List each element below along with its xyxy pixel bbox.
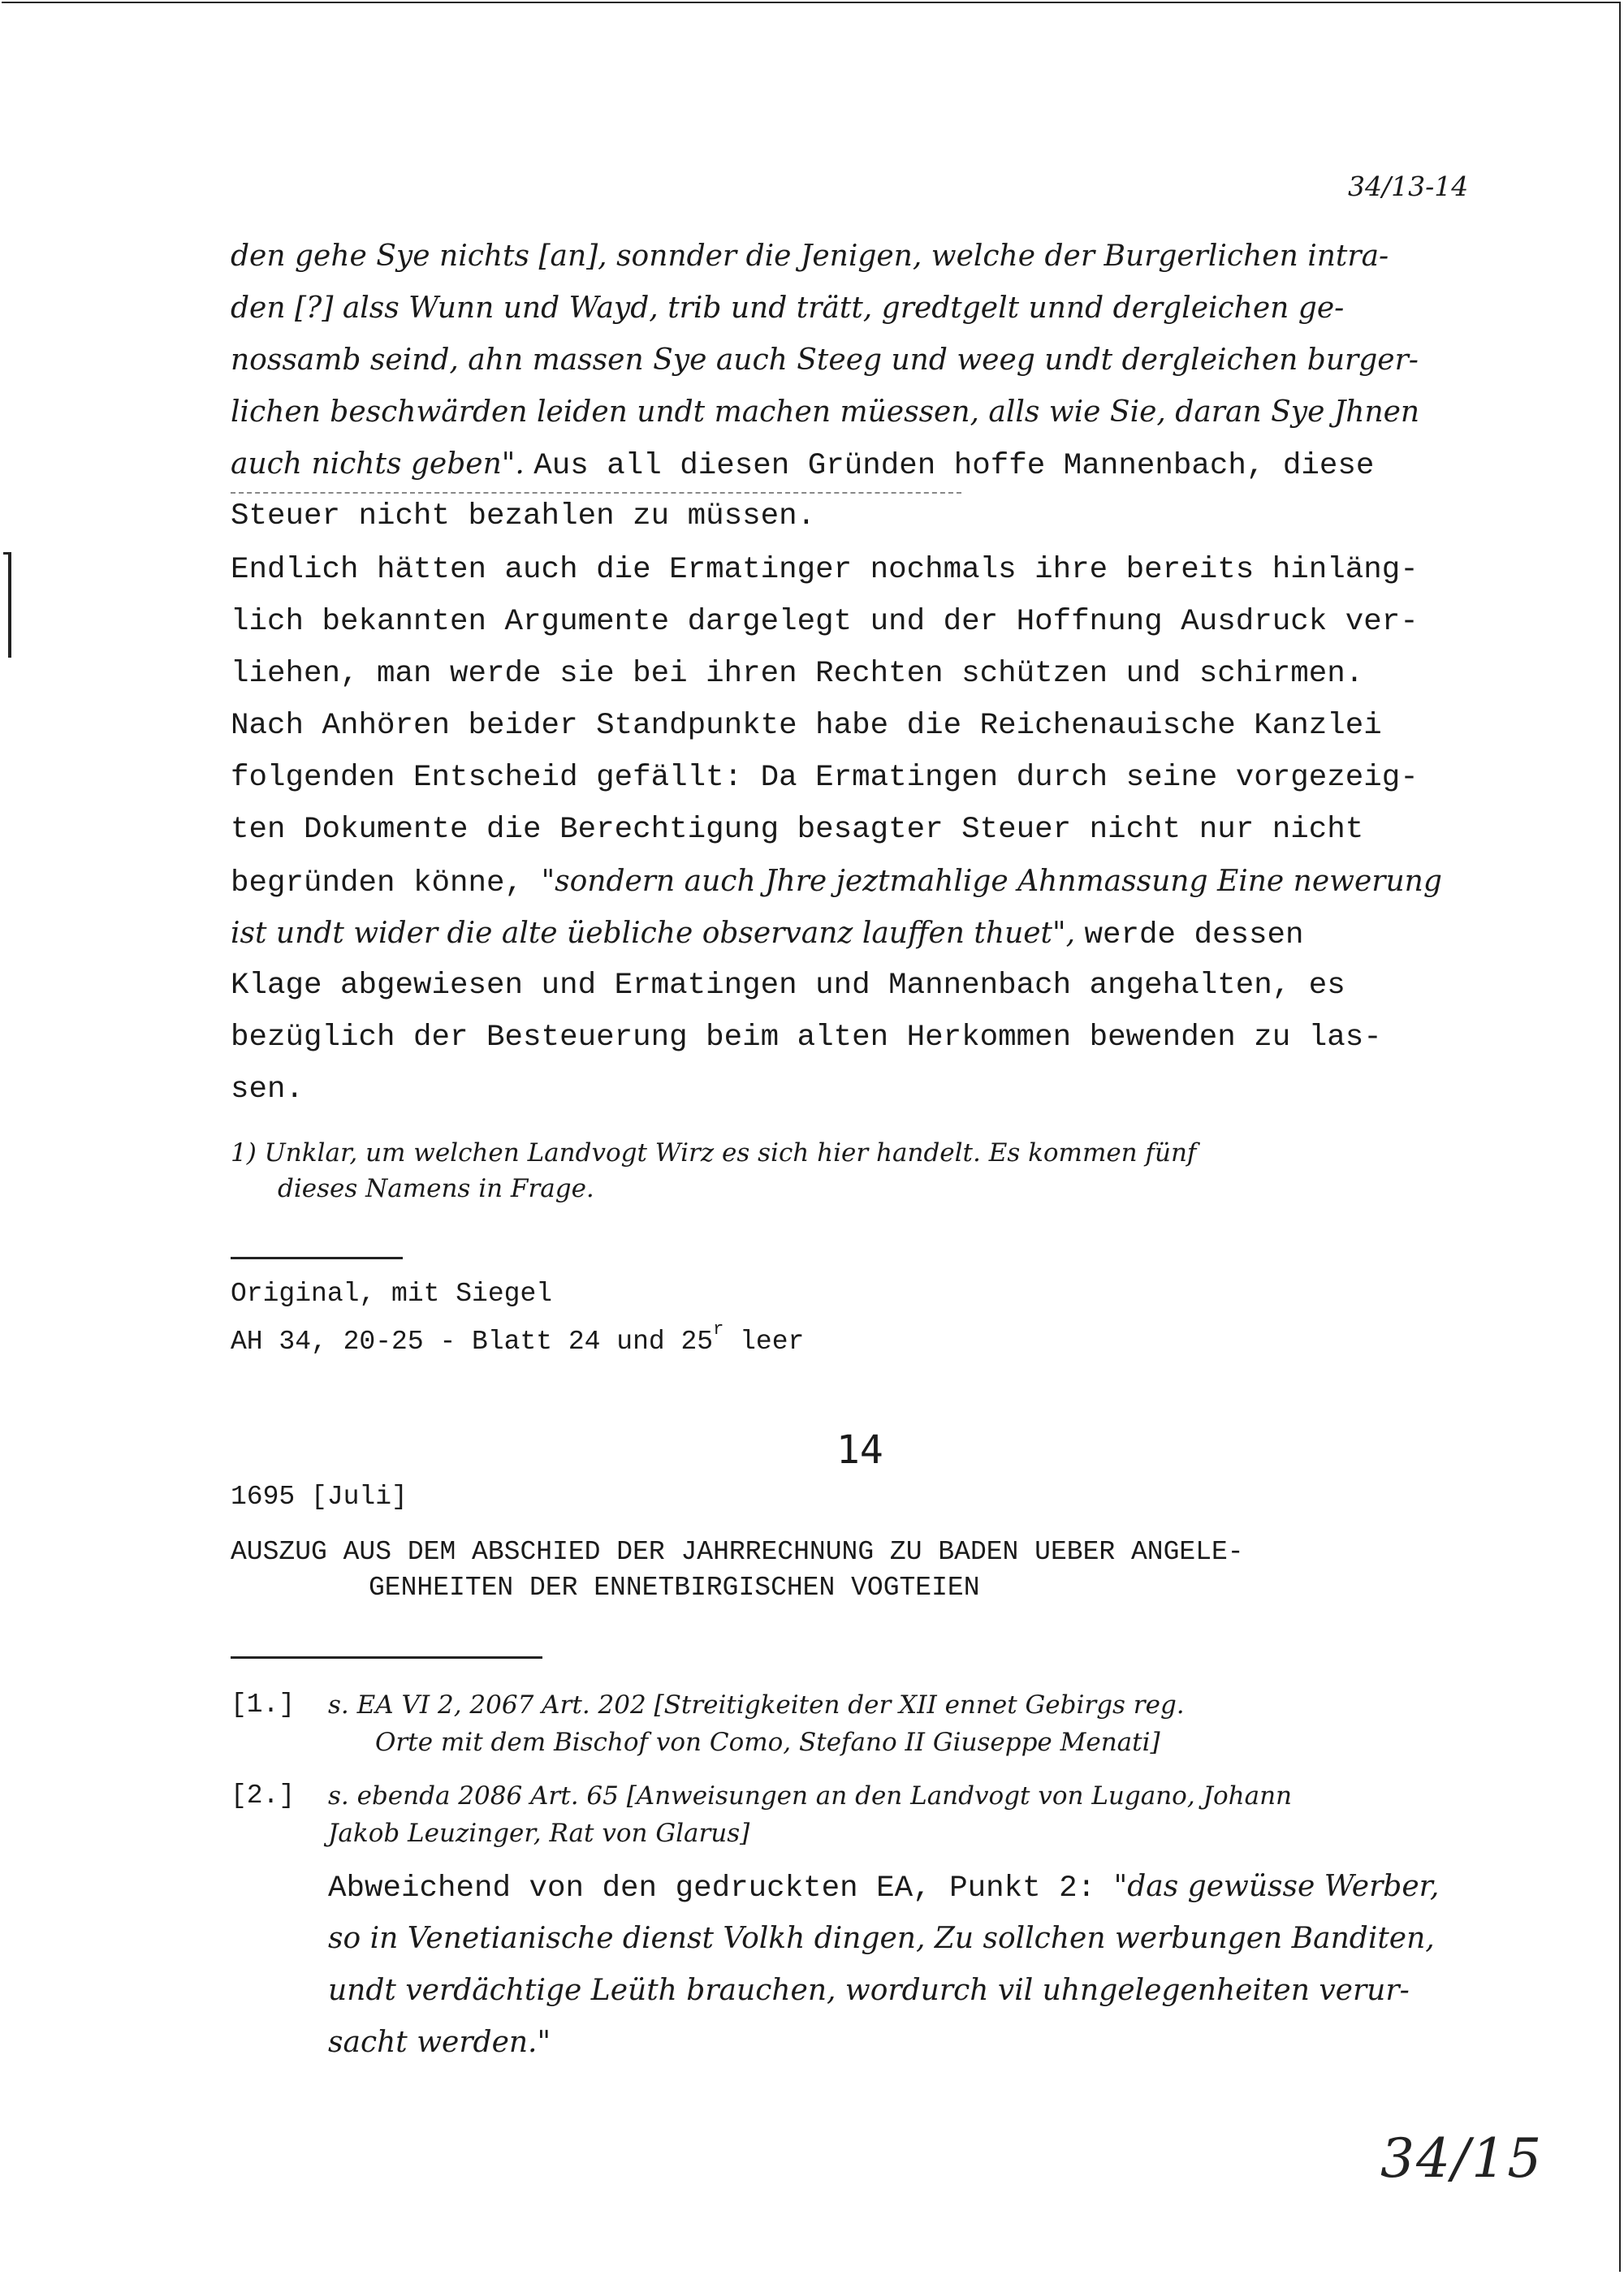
paragraph-2-line-7-segment: begründen könne, [231,866,542,900]
source-ref: AH 34, 20-25 - Blatt 24 und 25 [231,1327,714,1357]
source-superscript: r [713,1319,724,1340]
paragraph-1-line-1 [231,231,1389,284]
paragraph-2-line-11 [231,1064,304,1116]
paragraph-2-line-8-segment: werde dessen [1084,918,1304,952]
deviation-line-3-segment: undt verdächtige Leüth brauchen, wordurch vil uhngelegenheiten verur- [328,1974,1410,2007]
deviation-line-4 [328,2017,551,2070]
deviation-line-1-segment: "das gewüsse Werber, [1113,1870,1440,1903]
margin-mark-tick [3,552,11,555]
document-title-line-1: AUSZUG AUS DEM ABSCHIED DER JAHRRECHNUNG ZU BADEN UEBER ANGELE- [231,1537,1244,1567]
title-separator-rule [231,1656,542,1659]
document-date: 1695 [Juli] [231,1482,408,1512]
deviation-line-3 [328,1965,1410,2018]
paragraph-1-line-5-segment: auch nichts geben". [231,447,534,481]
paragraph-2-line-1 [231,544,1419,596]
paragraph-1-line-2-segment: den [?] alss Wunn und Wayd, trib und trätt, gredtgelt unnd dergleichen ge- [231,291,1345,325]
deviation-line-4-segment: sacht werden." [328,2026,551,2059]
document-number: 14 [836,1427,883,1473]
paragraph-1-line-6-segment: Steuer nicht bezahlen zu müssen. [231,499,816,533]
deviation-line-2-segment: so in Venetianische dienst Volkh dingen, Zu sollchen werbungen Banditen, [328,1922,1435,1955]
paragraph-1-line-5-segment: Aus all diesen Gründen hoffe Mannenbach, diese [533,449,1375,483]
deviation-line-1-segment: Abweichend von den gedruckten EA, Punkt 2: [328,1871,1114,1906]
source-line-1: Original, mit Siegel [231,1279,553,1309]
paragraph-1-line-3 [231,335,1419,388]
paragraph-2-line-10 [231,1012,1382,1064]
paragraph-1-line-3-segment: nossamb seind, ahn massen Sye auch Steeg und weeg undt dergleichen burger- [231,343,1419,377]
paragraph-2-line-9-segment: Klage abgewiesen und Ermatingen und Mannenbach angehalten, es [231,969,1345,1003]
item-1-label: [1.] [231,1690,296,1720]
paragraph-2-line-7-segment: "sondern auch Jhre jeztmahlige Ahnmassung Eine newerung [541,865,1442,898]
paragraph-2-line-4 [231,700,1382,752]
source-line-2 [231,1312,804,1360]
margin-mark [8,552,11,658]
paragraph-2-line-3 [231,648,1363,700]
pencil-scratch [231,492,961,494]
item-2-line-2: Jakob Leuzinger, Rat von Glarus] [328,1819,750,1848]
paragraph-1-line-2 [231,283,1344,336]
paragraph-2-line-6 [231,804,1363,856]
page-number: 34/13-14 [1348,171,1469,202]
paragraph-2-line-1-segment: Endlich hätten auch die Ermatinger nochmals ihre bereits hinläng- [231,553,1419,587]
document-title-line-2: GENHEITEN DER ENNETBIRGISCHEN VOGTEIEN [369,1573,980,1603]
paragraph-2-line-7 [231,856,1442,909]
footnote-line-2: dieses Namens in Frage. [278,1174,594,1203]
deviation-line-2 [328,1913,1435,1966]
footnote-line-1: 1) Unklar, um welchen Landvogt Wirz es sich hier handelt. Es kommen fünf [231,1138,1197,1168]
paragraph-2-line-2-segment: lich bekannten Argumente dargelegt und der Hoffnung Ausdruck ver- [231,605,1419,639]
paragraph-2-line-10-segment: bezüglich der Besteuerung beim alten Herkommen bewenden zu las- [231,1021,1382,1055]
deviation-line-1 [328,1861,1439,1915]
paragraph-1-line-4 [231,386,1419,440]
item-2-label: [2.] [231,1781,296,1811]
paragraph-2-line-6-segment: ten Dokumente die Berechtigung besagter Steuer nicht nur nicht [231,813,1364,847]
separator-rule [231,1257,403,1259]
paragraph-2-line-4-segment: Nach Anhören beider Standpunkte habe die Reichenauische Kanzlei [231,709,1382,743]
source-ref-end: leer [723,1327,805,1357]
paragraph-2-line-8 [231,908,1304,961]
paragraph-2-line-9 [231,960,1345,1012]
paragraph-1-line-4-segment: lichen beschwärden leiden undt machen müessen, alls wie Sie, daran Sye Jhnen [231,395,1420,429]
paragraph-2-line-5 [231,752,1419,804]
item-1-line-2: Orte mit dem Bischof von Como, Stefano II Giuseppe Menati] [375,1728,1160,1757]
item-2-line-1: s. ebenda 2086 Art. 65 [Anweisungen an den Landvogt von Lugano, Johann [328,1781,1293,1811]
paragraph-2-line-2 [231,596,1419,648]
paragraph-2-line-8-segment: ist undt wider die alte üebliche observanz lauffen thuet", [231,917,1085,950]
paragraph-1-line-6 [231,490,815,542]
paragraph-1-line-1-segment: den gehe Sye nichts [an], sonnder die Jenigen, welche der Burgerlichen intra- [231,240,1389,273]
handwritten-folio: 34/15 [1380,2127,1544,2190]
paragraph-1-line-5 [231,438,1374,492]
paragraph-2-line-5-segment: folgenden Entscheid gefällt: Da Ermatingen durch seine vorgezeig- [231,761,1419,795]
paragraph-2-line-3-segment: liehen, man werde sie bei ihren Rechten schützen und schirmen. [231,657,1364,691]
item-1-line-1: s. EA VI 2, 2067 Art. 202 [Streitigkeiten der XII ennet Gebirgs reg. [328,1690,1185,1720]
paragraph-2-line-11-segment: sen. [231,1073,304,1107]
